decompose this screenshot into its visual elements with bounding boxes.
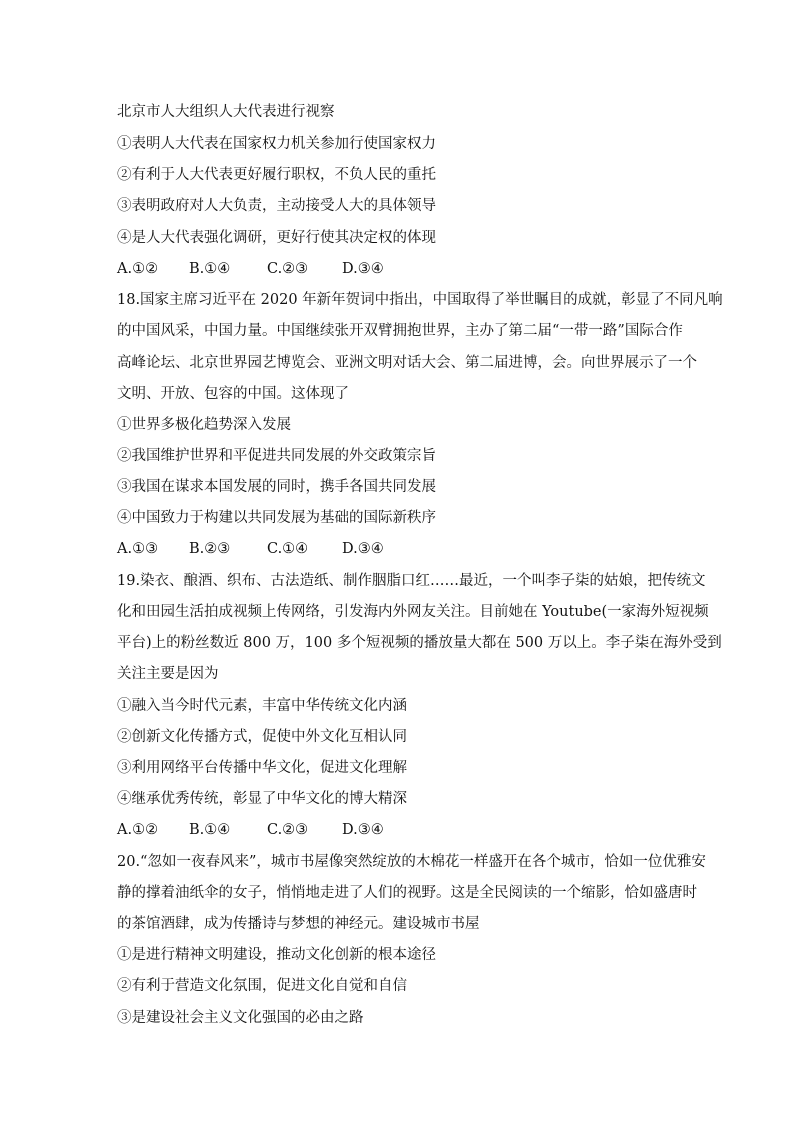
q19-item-2: ②创新文化传播方式，促使中外文化互相认同: [117, 729, 407, 745]
q19-stem-line-2: 化和田园生活拍成视频上传网络，引发海内外网友关注。目前她在 Youtube(一家海外短视频: [117, 604, 709, 620]
q20-stem-line-1: 20.“忽如一夜春风来”，城市书屋像突然绽放的木棉花一样盛开在各个城市，恰如一位优雅安: [117, 854, 706, 870]
q18-item-1: ①世界多极化趋势深入发展: [117, 417, 291, 433]
q19-item-1: ①融入当今时代元素，丰富中华传统文化内涵: [117, 698, 407, 714]
option-a: A.①②: [117, 261, 159, 277]
option-c: C.②③: [267, 822, 309, 838]
intro-item-2: ②有利于人大代表更好履行职权，不负人民的重托: [117, 167, 436, 183]
intro-options: [117, 260, 384, 278]
q19-stem-line-3: 平台)上的粉丝数近 800 万，100 多个短视频的播放量大都在 500 万以上。李子柒在海外受到: [117, 635, 722, 651]
q19-stem-line-1: 19.染衣、酿酒、织布、古法造纸、制作胭脂口红……最近，一个叫李子柒的姑娘，把传统文: [117, 573, 706, 589]
option-c: C.①④: [267, 541, 309, 557]
q19-options: [117, 821, 384, 839]
q20-item-3: ③是建设社会主义文化强国的必由之路: [117, 1010, 364, 1026]
intro-item-1: ①表明人大代表在国家权力机关参加行使国家权力: [117, 136, 436, 152]
q20-stem-line-3: 的茶馆酒肆，成为传播诗与梦想的神经元。建设城市书屋: [117, 916, 480, 932]
q19-item-3: ③利用网络平台传播中华文化，促进文化理解: [117, 760, 407, 776]
q18-stem-line-4: 文明、开放、包容的中国。这体现了: [117, 386, 349, 402]
option-d: D.③④: [342, 261, 384, 277]
option-d: D.③④: [342, 822, 384, 838]
intro-item-4: ④是人大代表强化调研，更好行使其决定权的体现: [117, 230, 436, 246]
q18-stem-line-2: 的中国风采，中国力量。中国继续张开双臂拥抱世界，主办了第二届“一带一路”国际合作: [117, 323, 683, 339]
option-a: A.①②: [117, 822, 159, 838]
q18-item-4: ④中国致力于构建以共同发展为基础的国际新秩序: [117, 510, 436, 526]
q18-item-2: ②我国维护世界和平促进共同发展的外交政策宗旨: [117, 448, 436, 464]
intro-stem: 北京市人大组织人大代表进行视察: [117, 104, 335, 120]
q19-stem-line-4: 关注主要是因为: [117, 666, 219, 682]
q20-item-2: ②有利于营造文化氛围，促进文化自觉和自信: [117, 978, 407, 994]
q18-stem-line-1: 18.国家主席习近平在 2020 年新年贺词中指出，中国取得了举世瞩目的成就，彰显了不同凡响: [117, 292, 723, 308]
option-d: D.③④: [342, 541, 384, 557]
option-b: B.①④: [189, 261, 231, 277]
q18-item-3: ③我国在谋求本国发展的同时，携手各国共同发展: [117, 479, 436, 495]
q20-stem-line-2: 静的撑着油纸伞的女子，悄悄地走进了人们的视野。这是全民阅读的一个缩影，恰如盛唐时: [117, 885, 697, 901]
option-b: B.②③: [189, 541, 231, 557]
intro-item-3: ③表明政府对人大负责，主动接受人大的具体领导: [117, 198, 436, 214]
option-c: C.②③: [267, 261, 309, 277]
option-b: B.①④: [189, 822, 231, 838]
q19-item-4: ④继承优秀传统，彰显了中华文化的博大精深: [117, 791, 407, 807]
q18-stem-line-3: 高峰论坛、北京世界园艺博览会、亚洲文明对话大会、第二届进博，会。向世界展示了一个: [117, 355, 697, 371]
q20-item-1: ①是进行精神文明建设，推动文化创新的根本途径: [117, 947, 436, 963]
option-a: A.①③: [117, 541, 159, 557]
q18-options: [117, 540, 384, 558]
